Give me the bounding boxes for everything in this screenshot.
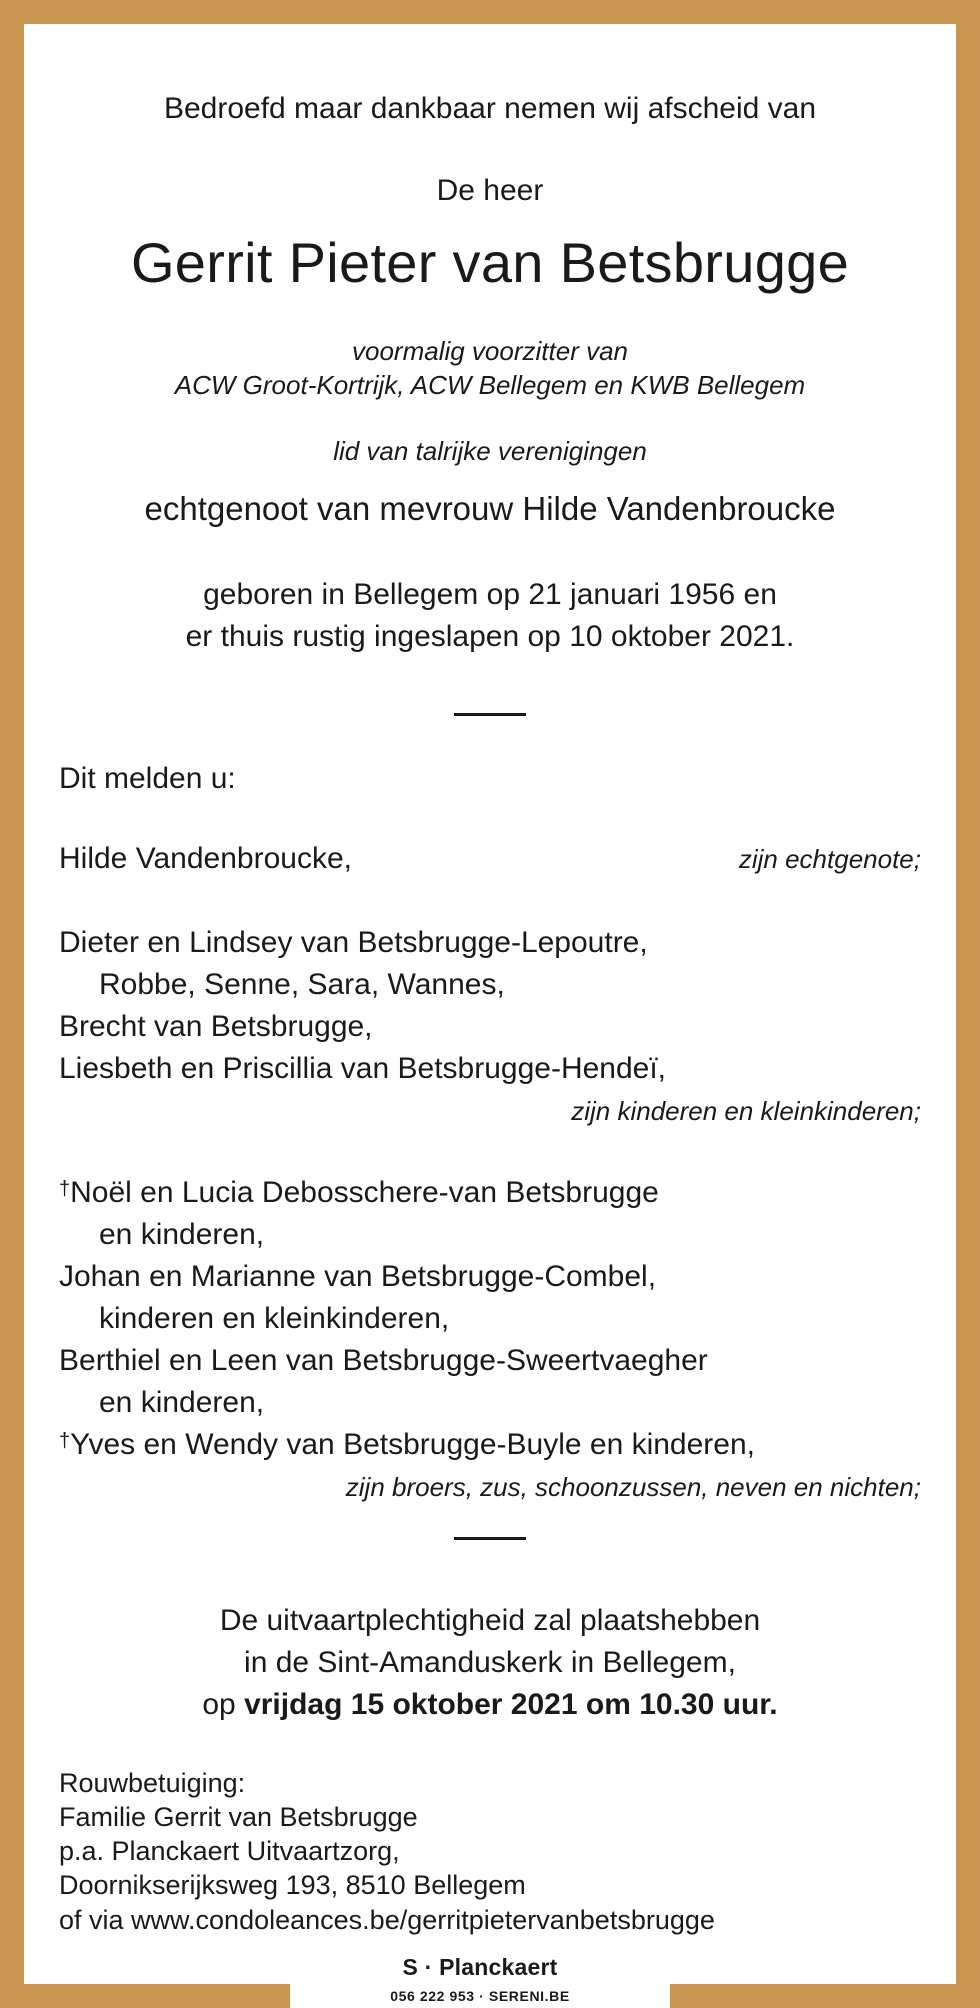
child-line-1: Dieter en Lindsey van Betsbrugge-Lepoutre,	[59, 926, 648, 959]
dagger-symbol: †	[59, 1178, 71, 1200]
life-line-1: geboren in Bellegem op 21 januari 1956 en	[203, 578, 777, 611]
spouse-entry-name: Hilde Vandenbroucke,	[59, 842, 352, 875]
divider	[454, 1537, 526, 1540]
sibling-line-7: †Yves en Wendy van Betsbrugge-Buyle en kinderen,	[59, 1428, 755, 1461]
sibling-line-4: kinderen en kleinkinderen,	[99, 1302, 450, 1335]
sibling-line-5: Berthiel en Leen van Betsbrugge-Sweertvaegher	[59, 1344, 708, 1377]
role-line-1: voormalig voorzitter van	[352, 336, 628, 366]
deceased-name: Gerrit Pieter van Betsbrugge	[130, 231, 850, 294]
spouse-line: echtgenoot van mevrouw Hilde Vandenbroucke	[144, 490, 836, 527]
condolence-care-of: p.a. Planckaert Uitvaartzorg,	[59, 1836, 400, 1866]
grandchildren-line: Robbe, Senne, Sara, Wannes,	[99, 968, 505, 1001]
funeral-home-logo: S · Planckaert	[402, 1954, 558, 1980]
life-line-2: er thuis rustig ingeslapen op 10 oktober 2021.	[185, 620, 795, 653]
divider	[454, 713, 526, 716]
funeral-line-2: in de Sint-Amanduskerk in Bellegem,	[244, 1646, 736, 1679]
condolence-heading: Rouwbetuiging:	[59, 1768, 246, 1798]
sibling-line-2: en kinderen,	[99, 1218, 265, 1251]
footer	[290, 1954, 670, 2008]
condolence-website: of via www.condoleances.be/gerritpietervanbetsbrugge	[59, 1905, 715, 1935]
children-relation: zijn kinderen en kleinkinderen;	[571, 1096, 921, 1126]
intro-line: Bedroefd maar dankbaar nemen wij afscheid van	[163, 92, 817, 125]
condolence-address: Doornikserijksweg 193, 8510 Bellegem	[59, 1870, 526, 1900]
announce-line: Dit melden u:	[59, 762, 236, 795]
condolence-family: Familie Gerrit van Betsbrugge	[59, 1802, 418, 1832]
footer-contact: 056 222 953 · SERENI.BE	[390, 1988, 570, 2004]
sibling-line-1: †Noël en Lucia Debosschere-van Betsbrugge	[59, 1176, 659, 1209]
sibling-line-3: Johan en Marianne van Betsbrugge-Combel,	[59, 1260, 657, 1293]
honorific: De heer	[436, 174, 544, 207]
role-line-2: ACW Groot-Kortrijk, ACW Bellegem en KWB Bellegem	[174, 370, 806, 400]
sibling-line-6: en kinderen,	[99, 1386, 265, 1419]
funeral-line-1: De uitvaartplechtigheid zal plaatshebben	[219, 1604, 761, 1637]
child-line-3: Liesbeth en Priscillia van Betsbrugge-Hendeï,	[59, 1052, 667, 1085]
dagger-symbol: †	[59, 1430, 71, 1452]
funeral-date-time: vrijdag 15 oktober 2021 om 10.30 uur.	[244, 1688, 778, 1721]
funeral-line-3: op vrijdag 15 oktober 2021 om 10.30 uur.	[202, 1688, 778, 1721]
member-line: lid van talrijke verenigingen	[333, 436, 647, 466]
child-line-2: Brecht van Betsbrugge,	[59, 1010, 373, 1043]
spouse-entry-relation: zijn echtgenote;	[738, 844, 921, 874]
siblings-relation: zijn broers, zus, schoonzussen, neven en nichten;	[345, 1472, 921, 1502]
obituary-card	[24, 24, 956, 1984]
